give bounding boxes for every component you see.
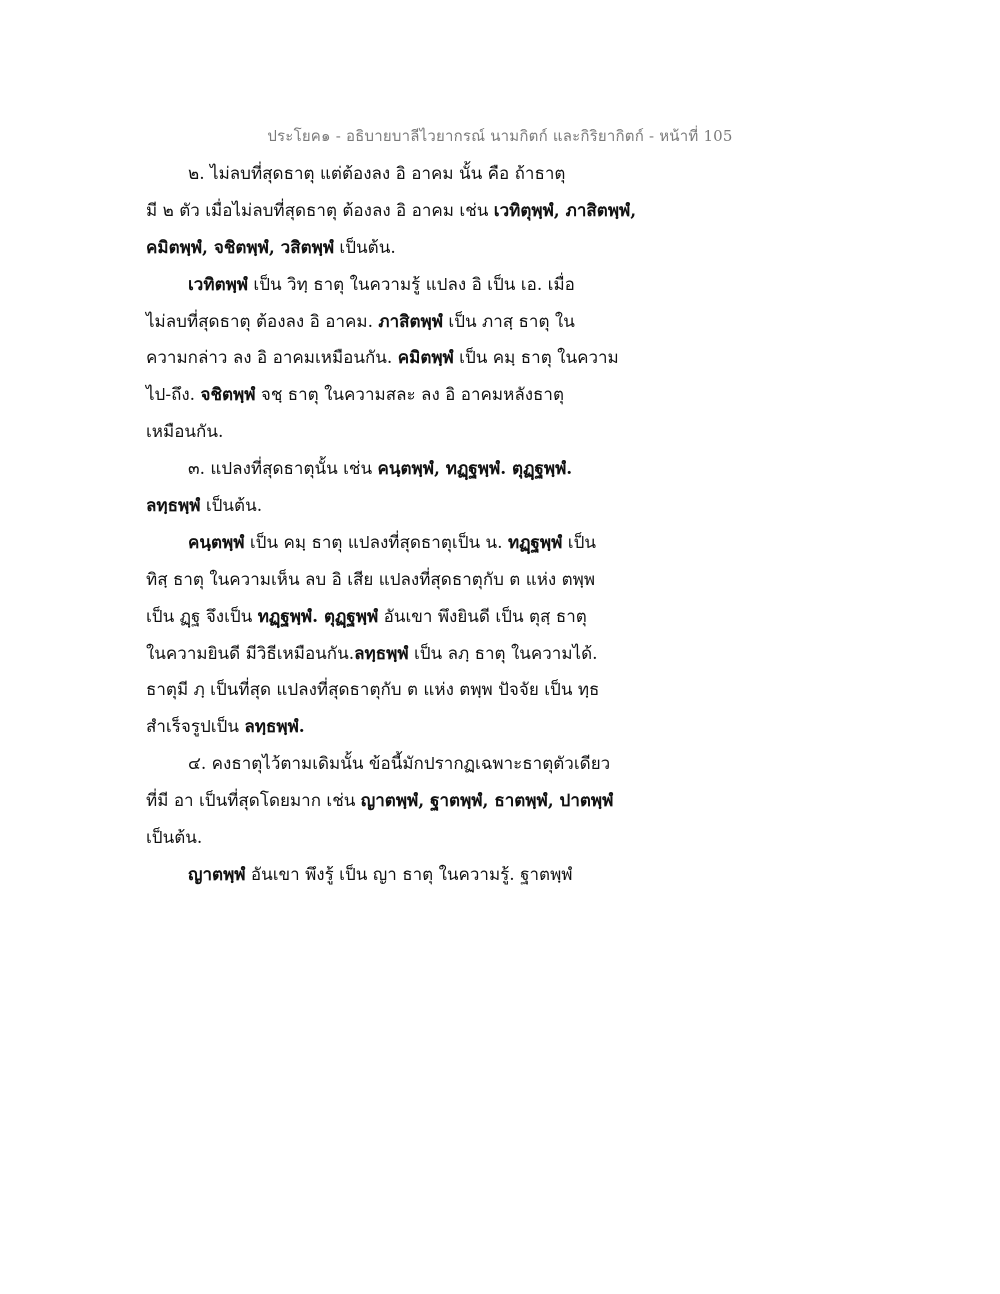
- text-line: [146, 193, 706, 230]
- text-segment: ธาตุมี ภฺ เป็นที่สุด แปลงที่สุดธาตุกับ ต แห่ง ตพฺพ ปัจจัย เป็น ทฺธ: [146, 680, 600, 701]
- bold-term: คนฺตพฺพํ, ทฏฺฐพฺพํ. ตุฏฺฐพฺพํ.: [377, 459, 573, 480]
- text-segment: ความกล่าว ลง อิ อาคมเหมือนกัน.: [146, 348, 398, 369]
- bold-term: คนฺตพฺพํ: [188, 532, 245, 553]
- text-segment: มี ๒ ตัว เมื่อไม่ลบที่สุดธาตุ ต้องลง อิ อาคม เช่น: [146, 200, 494, 221]
- text-line: [146, 340, 706, 377]
- bold-term: ญาตพฺพํ, ฐาตพฺพํ, ธาตพฺพํ, ปาตพฺพํ: [360, 791, 614, 812]
- bold-term: ทฏฺฐพฺพํ. ตุฏฺฐพฺพํ: [257, 606, 379, 627]
- text-line: [146, 672, 706, 709]
- text-line: [146, 857, 706, 894]
- text-segment: อันเขา พึงรู้ เป็น ญา ธาตุ ในความรู้. ฐาตพฺพํ: [245, 864, 573, 885]
- text-line: [146, 636, 706, 673]
- text-line: [146, 451, 706, 488]
- bold-term: คมิตพฺพํ: [397, 348, 454, 369]
- text-line: [146, 783, 706, 820]
- bold-term: จชิตพฺพํ: [200, 385, 256, 406]
- text-segment: ที่มี อา เป็นที่สุดโดยมาก เช่น: [146, 791, 361, 812]
- bold-term: ภาสิตพฺพํ: [378, 311, 443, 332]
- text-line: [146, 414, 706, 451]
- bold-term: ทฏฺฐพฺพํ: [507, 532, 563, 553]
- text-line: [146, 156, 706, 193]
- page-header: ประโยค๑ - อธิบายบาลีไวยากรณ์ นามกิตก์ และกิริยากิตก์ - หน้าที่ 105: [267, 127, 733, 145]
- text-segment: ในความยินดี มีวิธีเหมือนกัน.: [146, 643, 355, 664]
- text-segment: เป็น ฏฺฐ จึงเป็น: [146, 606, 258, 627]
- text-line: [146, 525, 706, 562]
- bold-term: ลทฺธพฺพํ: [354, 643, 409, 664]
- text-segment: เป็นต้น.: [200, 496, 263, 517]
- text-segment: อันเขา พึงยินดี เป็น ตุสฺ ธาตุ: [378, 606, 587, 627]
- bold-term: เวทิตุพฺพํ, ภาสิตพฺพํ,: [493, 200, 637, 221]
- text-line: [146, 746, 706, 783]
- text-segment: เป็นต้น.: [334, 237, 396, 258]
- bold-term: คมิตพฺพํ, จชิตพฺพํ, วสิตพฺพํ: [146, 237, 335, 258]
- text-segment: ๓. แปลงที่สุดธาตุนั้น เช่น: [188, 459, 378, 480]
- text-line: [146, 599, 706, 636]
- text-segment: สำเร็จรูปเป็น: [146, 717, 245, 738]
- text-line: [146, 377, 706, 414]
- text-segment: ๔. คงธาตุไว้ตามเดิมนั้น ข้อนี้มักปรากฏเฉพาะธาตุตัวเดียว: [188, 754, 611, 775]
- document-body: [146, 156, 706, 894]
- text-segment: เป็น คมฺ ธาตุ ในความ: [453, 348, 619, 369]
- text-segment: เป็น ภาสฺ ธาตุ ใน: [442, 311, 575, 332]
- text-segment: เป็น: [562, 532, 596, 553]
- bold-term: ลทฺธพฺพํ: [146, 496, 201, 517]
- text-segment: ๒. ไม่ลบที่สุดธาตุ แต่ต้องลง อิ อาคม นั้น คือ ถ้าธาตุ: [188, 164, 566, 184]
- text-line: [146, 709, 706, 746]
- bold-term: เวทิตพฺพํ: [188, 274, 249, 295]
- text-segment: ไป-ถึง.: [146, 385, 201, 406]
- text-line: [146, 230, 706, 267]
- text-segment: เป็น วิทฺ ธาตุ ในความรู้ แปลง อิ เป็น เอ. เมื่อ: [248, 274, 575, 295]
- text-segment: เป็น คมฺ ธาตุ แปลงที่สุดธาตุเป็น น.: [244, 532, 508, 553]
- text-segment: เป็นต้น.: [146, 828, 203, 849]
- text-segment: เหมือนกัน.: [146, 422, 224, 443]
- bold-term: ลทฺธพฺพํ.: [244, 717, 305, 738]
- text-segment: จชฺ ธาตุ ในความสละ ลง อิ อาคมหลังธาตุ: [255, 385, 565, 406]
- text-segment: ไม่ลบที่สุดธาตุ ต้องลง อิ อาคม.: [146, 311, 379, 332]
- text-line: [146, 304, 706, 341]
- text-line: [146, 488, 706, 525]
- text-line: [146, 562, 706, 599]
- text-segment: เป็น ลภฺ ธาตุ ในความได้.: [408, 643, 598, 664]
- bold-term: ญาตพฺพํ: [188, 864, 246, 885]
- text-segment: ทิสฺ ธาตุ ในความเห็น ลบ อิ เสีย แปลงที่สุดธาตุกับ ต แห่ง ตพฺพ: [146, 569, 596, 590]
- text-line: [146, 267, 706, 304]
- text-line: [146, 820, 706, 857]
